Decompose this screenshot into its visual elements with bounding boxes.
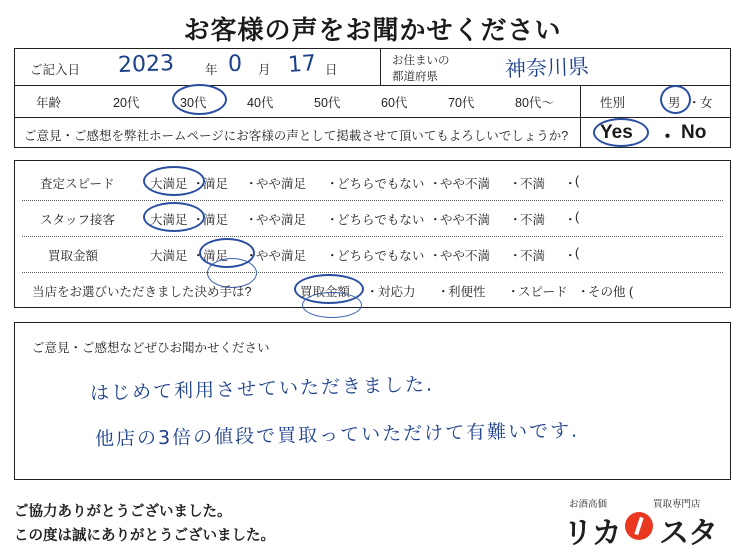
rating-scale-0-0[interactable]: 大満足 bbox=[150, 177, 188, 191]
sep: ・ bbox=[437, 285, 450, 299]
age-option-2[interactable]: 40代 bbox=[247, 96, 274, 110]
rating-scale-2-2[interactable]: やや満足 bbox=[256, 249, 307, 263]
rating-scale-2-4[interactable]: やや不満 bbox=[440, 249, 491, 263]
footer-line-2: この度は誠にありがとうございました。 bbox=[14, 528, 275, 544]
date-year-value: 2023 bbox=[117, 51, 175, 78]
date-year-unit: 年 bbox=[205, 63, 218, 77]
rating-selection-mark-1 bbox=[143, 202, 205, 232]
reason-option-4[interactable]: その他 ( bbox=[588, 285, 634, 299]
gender-selection-mark bbox=[660, 85, 691, 114]
rating-scale-1-2[interactable]: やや満足 bbox=[256, 213, 307, 227]
sep: ・ bbox=[577, 285, 590, 299]
publish-option-no[interactable]: No bbox=[681, 122, 707, 143]
divider bbox=[580, 85, 581, 117]
age-option-5[interactable]: 70代 bbox=[448, 96, 475, 110]
sep: ・ bbox=[245, 249, 258, 263]
sep: ・ bbox=[245, 213, 258, 227]
publish-question: ご意見・ご感想を弊社ホームページにお客様の声として掲載させて頂いてもよろしいでしょうか? bbox=[24, 129, 569, 143]
gender-label: 性別 bbox=[600, 96, 626, 110]
divider bbox=[380, 48, 381, 85]
sep: ・ bbox=[429, 213, 442, 227]
rating-scale-1-3[interactable]: どちらでもない bbox=[337, 213, 425, 227]
reason-question: 当店をお選びいただきました決め手は? bbox=[32, 285, 252, 299]
rating-row-label-1: スタッフ接客 bbox=[40, 213, 116, 227]
date-month-value: 0 bbox=[228, 52, 242, 77]
bottle-icon bbox=[625, 512, 653, 540]
rating-scale-0-3[interactable]: どちらでもない bbox=[337, 177, 425, 191]
address-value: 神奈川県 bbox=[504, 54, 590, 82]
age-label: 年齢 bbox=[36, 96, 62, 110]
logo-tag-right: 買取専門店 bbox=[653, 499, 701, 510]
sep: ・ bbox=[326, 177, 339, 191]
comment-line-0: はじめて利用させていただきました. bbox=[89, 373, 435, 405]
sep: ・ bbox=[245, 177, 258, 191]
sep: ・ bbox=[509, 213, 522, 227]
sep: ・ bbox=[192, 177, 205, 191]
rating-scale-0-4[interactable]: やや不満 bbox=[440, 177, 491, 191]
reason-option-3[interactable]: スピード bbox=[518, 285, 568, 299]
rating-selection-mark-0 bbox=[143, 166, 205, 196]
divider bbox=[22, 200, 723, 201]
logo-name-part1: リカ bbox=[563, 517, 621, 550]
sep: ・ bbox=[564, 249, 577, 263]
rating-row-label-0: 査定スピード bbox=[40, 177, 115, 191]
comment-line-1: 他店の3倍の値段で買取っていただけて有難いです. bbox=[94, 419, 580, 451]
reason-option-1[interactable]: 対応力 bbox=[378, 285, 416, 299]
sep: ・ bbox=[326, 213, 339, 227]
divider bbox=[14, 85, 731, 86]
sep: ・ bbox=[366, 285, 379, 299]
age-option-3[interactable]: 50代 bbox=[314, 96, 341, 110]
logo-name-part2: スタ bbox=[659, 517, 717, 550]
date-day-value: 17 bbox=[287, 51, 317, 78]
sep: ・ bbox=[326, 249, 339, 263]
divider bbox=[22, 272, 723, 273]
rating-scale-1-6[interactable]: ( bbox=[575, 210, 580, 224]
rating-scale-2-5[interactable]: 不満 bbox=[520, 249, 546, 263]
sep: ・ bbox=[564, 177, 577, 191]
sep: ・ bbox=[429, 249, 442, 263]
sep: ・ bbox=[509, 249, 522, 263]
age-option-0[interactable]: 20代 bbox=[113, 96, 140, 110]
rating-scale-1-0[interactable]: 大満足 bbox=[150, 213, 188, 227]
gender-option-1[interactable]: 女 bbox=[700, 96, 713, 110]
rating-scale-1-4[interactable]: やや不満 bbox=[440, 213, 491, 227]
sep: ・ bbox=[507, 285, 520, 299]
rating-scale-0-5[interactable]: 不満 bbox=[520, 177, 546, 191]
page-title: お客様の声をお聞かせください bbox=[183, 15, 562, 45]
gender-option-0[interactable]: 男 bbox=[668, 96, 681, 110]
footer-line-1: ご協力ありがとうございました。 bbox=[14, 504, 232, 520]
company-logo bbox=[561, 496, 729, 548]
rating-scale-2-6[interactable]: ( bbox=[575, 246, 580, 260]
date-month-unit: 月 bbox=[258, 63, 271, 77]
date-day-unit: 日 bbox=[325, 63, 338, 77]
gender-separator: ・ bbox=[688, 96, 701, 110]
publish-selection-mark bbox=[593, 118, 649, 147]
age-selection-mark bbox=[172, 84, 227, 115]
sep: ・ bbox=[192, 249, 205, 263]
divider bbox=[580, 117, 581, 148]
logo-tag-left: お酒高価 bbox=[569, 499, 608, 510]
date-label: ご記入日 bbox=[30, 63, 81, 77]
sep: ・ bbox=[509, 177, 522, 191]
publish-option-yes[interactable]: Yes bbox=[600, 122, 633, 143]
reason-option-0[interactable]: 買取金額 bbox=[300, 285, 351, 299]
rating-scale-1-5[interactable]: 不満 bbox=[520, 213, 546, 227]
reason-selection-mark-extra bbox=[302, 292, 362, 318]
rating-scale-2-0[interactable]: 大満足 bbox=[150, 249, 188, 263]
divider bbox=[22, 236, 723, 237]
publish-separator: ・ bbox=[658, 127, 678, 148]
sep: ・ bbox=[564, 213, 577, 227]
sep: ・ bbox=[429, 177, 442, 191]
rating-row-label-2: 買取金額 bbox=[48, 249, 99, 263]
rating-scale-0-2[interactable]: やや満足 bbox=[256, 177, 307, 191]
rating-scale-2-1[interactable]: 満足 bbox=[203, 249, 229, 263]
address-label-line2: 都道府県 bbox=[392, 71, 438, 83]
address-label-line1: お住まいの bbox=[392, 55, 450, 67]
rating-scale-0-6[interactable]: ( bbox=[575, 174, 580, 188]
comment-label: ご意見・ご感想などぜひお聞かせください bbox=[32, 341, 270, 355]
age-option-1[interactable]: 30代 bbox=[180, 96, 207, 110]
rating-scale-0-1[interactable]: 満足 bbox=[203, 177, 229, 191]
sep: ・ bbox=[192, 213, 205, 227]
rating-scale-2-3[interactable]: どちらでもない bbox=[337, 249, 425, 263]
rating-scale-1-1[interactable]: 満足 bbox=[203, 213, 229, 227]
age-option-4[interactable]: 60代 bbox=[381, 96, 408, 110]
reason-option-2[interactable]: 利便性 bbox=[448, 285, 486, 299]
age-option-6[interactable]: 80代〜 bbox=[515, 96, 554, 110]
